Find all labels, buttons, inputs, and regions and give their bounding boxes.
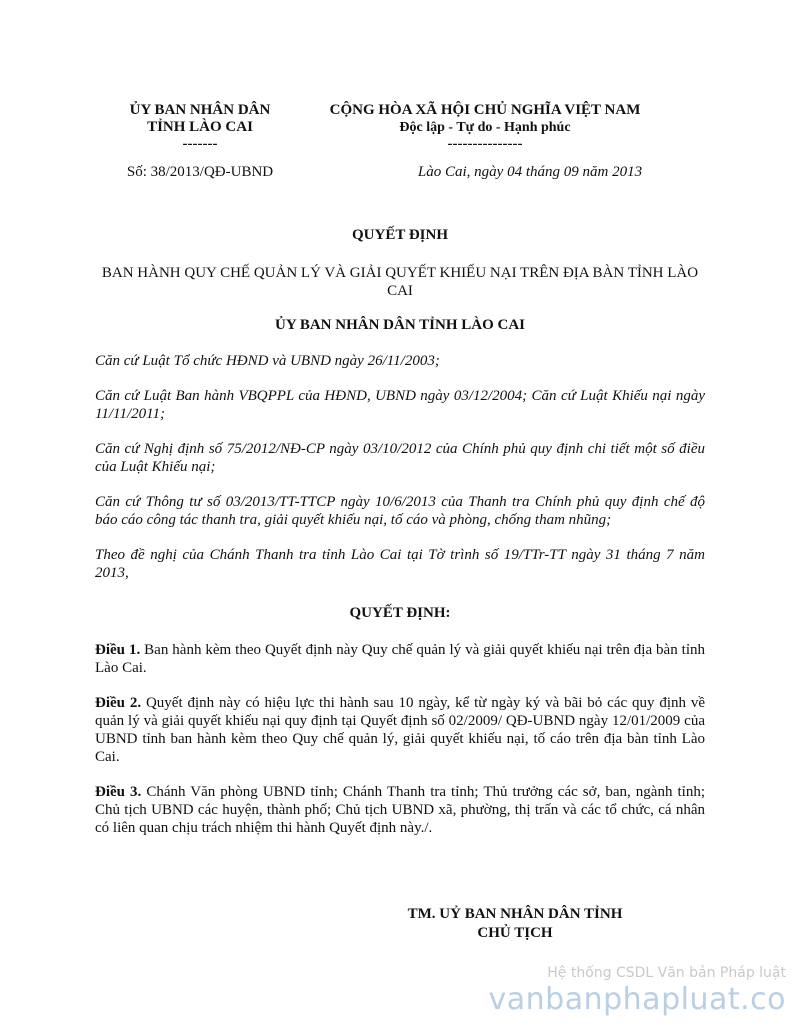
decision-heading: QUYẾT ĐỊNH: bbox=[349, 605, 451, 621]
watermark-site: vanbanphapluat.co bbox=[488, 982, 786, 1017]
signature-line1: TM. UỶ BAN NHÂN DÂN TỈNH bbox=[407, 906, 623, 922]
agency-name-line2: TỈNH LÀO CAI bbox=[147, 119, 253, 135]
document-number: Số: 38/2013/QĐ-UBND bbox=[126, 164, 274, 180]
document-type-title: QUYẾT ĐỊNH bbox=[352, 227, 448, 243]
legal-basis-item: Căn cứ Nghị định số 75/2012/NĐ-CP ngày 03/10/2012 của Chính phủ quy định chi tiết một số điều của Luật Khiếu nại; bbox=[95, 441, 705, 475]
legal-bases bbox=[95, 352, 705, 599]
legal-basis-item: Theo đề nghị của Chánh Thanh tra tỉnh Lào Cai tại Tờ trình số 19/TTr-TT ngày 31 tháng 7 năm 2013, bbox=[95, 547, 705, 581]
article-3 bbox=[95, 783, 705, 837]
legal-basis-item: Căn cứ Thông tư số 03/2013/TT-TTCP ngày 10/6/2013 của Thanh tra Chính phủ quy định chế độ báo cáo công tác thanh tra, giải quyết khiếu nại, tố cáo và phòng, chống tham nhũng; bbox=[95, 494, 705, 528]
article-text: Ban hành kèm theo Quyết định này Quy chế quản lý và giải quyết khiếu nại trên địa bàn tỉnh Lào Cai. bbox=[95, 642, 706, 676]
agency-name-line1: ỦY BAN NHÂN DÂN bbox=[129, 102, 271, 118]
articles bbox=[95, 641, 705, 854]
article-text: Quyết định này có hiệu lực thi hành sau 10 ngày, kể từ ngày ký và bãi bỏ các quy định về quản lý và giải quyết khiếu nại quy định tại Quyết định số 02/2009/ QĐ-UBND ngày 12/01/2009 của UBND tỉnh ban hành kèm theo Quy chế quản lý, giải quyết khiếu nại, tố cáo trên địa bàn tỉnh Lào Cai. bbox=[95, 695, 705, 765]
watermark bbox=[489, 964, 786, 1018]
signature-line2: CHỦ TỊCH bbox=[477, 925, 553, 941]
watermark-caption: Hệ thống CSDL Văn bản Pháp luật bbox=[547, 965, 786, 981]
national-motto: Độc lập - Tự do - Hạnh phúc bbox=[399, 120, 571, 135]
article-2 bbox=[95, 694, 705, 766]
national-header-block bbox=[305, 102, 665, 153]
issuing-authority: ỦY BAN NHÂN DÂN TỈNH LÀO CAI bbox=[274, 317, 526, 333]
issuing-agency-block bbox=[90, 102, 310, 153]
article-label: Điều 3. bbox=[95, 784, 142, 800]
agency-divider: ------- bbox=[182, 136, 218, 152]
legal-basis-item: Căn cứ Luật Tổ chức HĐND và UBND ngày 26/11/2003; bbox=[95, 353, 440, 369]
article-text: Chánh Văn phòng UBND tỉnh; Chánh Thanh tra tỉnh; Thủ trưởng các sở, ban, ngành tỉnh; Chủ tịch UBND các huyện, thành phố; Chủ tịch UBND xã, phường, thị trấn và các tổ chức, cá nhân có liên quan chịu trách nhiệm thi hành Quyết định này./. bbox=[95, 784, 705, 836]
nation-name: CỘNG HÒA XÃ HỘI CHỦ NGHĨA VIỆT NAM bbox=[329, 102, 641, 118]
legal-basis-item: Căn cứ Luật Ban hành VBQPPL của HĐND, UBND ngày 03/12/2004; Căn cứ Luật Khiếu nại ngày 11/11/2011; bbox=[95, 388, 705, 422]
article-label: Điều 2. bbox=[95, 695, 142, 711]
motto-divider: --------------- bbox=[447, 136, 523, 152]
article-label: Điều 1. bbox=[95, 642, 141, 658]
article-1 bbox=[95, 641, 705, 677]
signature-block bbox=[380, 905, 650, 943]
document-subject: BAN HÀNH QUY CHẾ QUẢN LÝ VÀ GIẢI QUYẾT KHIẾU NẠI TRÊN ĐỊA BÀN TỈNH LÀO CAI bbox=[101, 265, 699, 299]
place-and-date: Lào Cai, ngày 04 tháng 09 năm 2013 bbox=[417, 164, 643, 180]
